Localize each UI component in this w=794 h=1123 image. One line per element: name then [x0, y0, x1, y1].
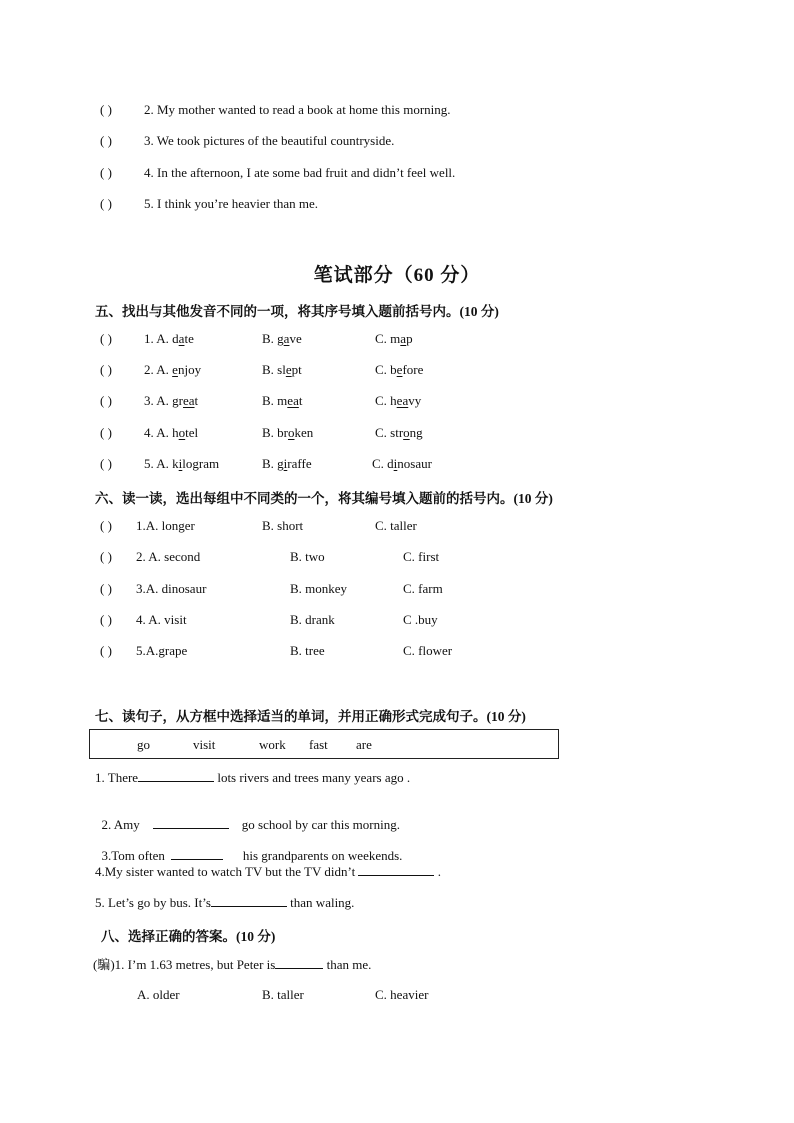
- answer-paren[interactable]: ( ): [100, 549, 112, 564]
- answer-blank[interactable]: [138, 769, 214, 782]
- section6-row: [100, 549, 500, 565]
- answer-paren[interactable]: ( ): [100, 643, 112, 658]
- fill-sentence: 3.Tom often his grandparents on weekends.: [101, 848, 403, 863]
- listen-item: [100, 133, 395, 149]
- section8-heading: 八、选择正确的答案。(10 分): [101, 929, 276, 944]
- option-c: C. taller: [375, 518, 417, 533]
- option-c: C .buy: [403, 612, 438, 627]
- option-c: C. first: [403, 549, 440, 564]
- section5-row: [100, 456, 500, 472]
- option-b: B. monkey: [290, 581, 348, 596]
- answer-paren[interactable]: ( ): [100, 362, 112, 377]
- item-text: 2. My mother wanted to read a book at home this morning.: [144, 102, 451, 117]
- section6-row: [100, 643, 500, 659]
- option-b: B. meat: [262, 393, 303, 408]
- answer-blank[interactable]: [171, 847, 223, 860]
- option-b: B. broken: [262, 425, 314, 440]
- option-c: C. map: [375, 331, 413, 346]
- fill-sentence: 4.My sister wanted to watch TV but the TV didn’t .: [95, 864, 441, 879]
- answer-blank[interactable]: [275, 956, 323, 969]
- answer-paren[interactable]: ( ): [100, 165, 112, 180]
- item-text: 3. We took pictures of the beautiful countryside.: [144, 133, 395, 148]
- option-a: 5. A. kilogram: [144, 456, 220, 471]
- answer-blank[interactable]: [211, 894, 287, 907]
- option-a: 3.A. dinosaur: [136, 581, 207, 596]
- section5-row: [100, 331, 500, 347]
- option-a: 3. A. great: [144, 393, 199, 408]
- word-bank-box: [89, 729, 559, 759]
- option-a: 2. A. second: [136, 549, 201, 564]
- answer-paren[interactable]: ( ): [100, 196, 112, 211]
- section5-row: [100, 425, 500, 441]
- listen-item: [100, 165, 456, 181]
- option-b: B. two: [290, 549, 325, 564]
- option-b: B. giraffe: [262, 456, 312, 471]
- answer-paren[interactable]: ( ): [100, 425, 112, 440]
- answer-blank[interactable]: [358, 863, 434, 876]
- option-b: B. tree: [290, 643, 325, 658]
- item-text: 4. In the afternoon, I ate some bad fruit and didn’t feel well.: [144, 165, 456, 180]
- answer-paren[interactable]: ( ): [100, 133, 112, 148]
- answer-paren[interactable]: ( ): [100, 612, 112, 627]
- choice-question: (騙)1. I’m 1.63 metres, but Peter is than me.: [93, 957, 372, 972]
- section5-heading: 五、找出与其他发音不同的一项，将其序号填入题前括号内。(10 分): [95, 304, 499, 319]
- listen-item: [100, 102, 451, 118]
- word-bank-item: work: [259, 737, 286, 752]
- section5-row: [100, 362, 500, 378]
- option-a: 1.A. longer: [136, 518, 195, 533]
- option-a[interactable]: A. older: [137, 987, 180, 1002]
- option-c[interactable]: C. heavier: [375, 987, 429, 1002]
- option-b: B. gave: [262, 331, 302, 346]
- fill-sentence: 1. There lots rivers and trees many years ago .: [95, 770, 411, 785]
- option-c: C. heavy: [375, 393, 422, 408]
- section7-heading: 七、读句子，从方框中选择适当的单词，并用正确形式完成句子。(10 分): [95, 709, 526, 724]
- section6-row: [100, 612, 500, 628]
- answer-paren[interactable]: ( ): [100, 581, 112, 596]
- fill-sentence: 5. Let’s go by bus. It’s than waling.: [95, 895, 355, 910]
- word-bank-item: go: [137, 737, 150, 752]
- option-a: 1. A. date: [144, 331, 194, 346]
- option-b: B. drank: [290, 612, 335, 627]
- option-a: 4. A. visit: [136, 612, 187, 627]
- answer-blank[interactable]: [153, 816, 229, 829]
- option-b: B. slept: [262, 362, 302, 377]
- option-c: C. before: [375, 362, 424, 377]
- item-text: 5. I think you’re heavier than me.: [144, 196, 318, 211]
- listen-item: [100, 196, 318, 212]
- word-bank-item: visit: [193, 737, 216, 752]
- option-c: C. dinosaur: [372, 456, 432, 471]
- section6-heading: 六、读一读，选出每组中不同类的一个，将其编号填入题前的括号内。(10 分): [95, 491, 553, 506]
- answer-paren[interactable]: ( ): [100, 518, 112, 533]
- answer-paren[interactable]: ( ): [100, 331, 112, 346]
- option-a: 4. A. hotel: [144, 425, 199, 440]
- answer-paren[interactable]: ( ): [100, 393, 112, 408]
- written-part-title: 笔试部分（60 分）: [313, 265, 481, 286]
- option-a: 2. A. enjoy: [144, 362, 202, 377]
- fill-sentence: 2. Amy go school by car this morning.: [101, 817, 400, 832]
- option-c: C. farm: [403, 581, 443, 596]
- option-c: C. flower: [403, 643, 453, 658]
- answer-paren[interactable]: ( ): [100, 456, 112, 471]
- word-bank-item: fast: [309, 737, 328, 752]
- option-b: B. short: [262, 518, 304, 533]
- option-c: C. strong: [375, 425, 423, 440]
- section6-row: [100, 581, 500, 597]
- section6-row: [100, 518, 500, 534]
- option-a: 5.A.grape: [136, 643, 188, 658]
- section5-row: [100, 393, 500, 409]
- option-b[interactable]: B. taller: [262, 987, 304, 1002]
- answer-paren[interactable]: ( ): [100, 102, 112, 117]
- word-bank-item: are: [356, 737, 372, 752]
